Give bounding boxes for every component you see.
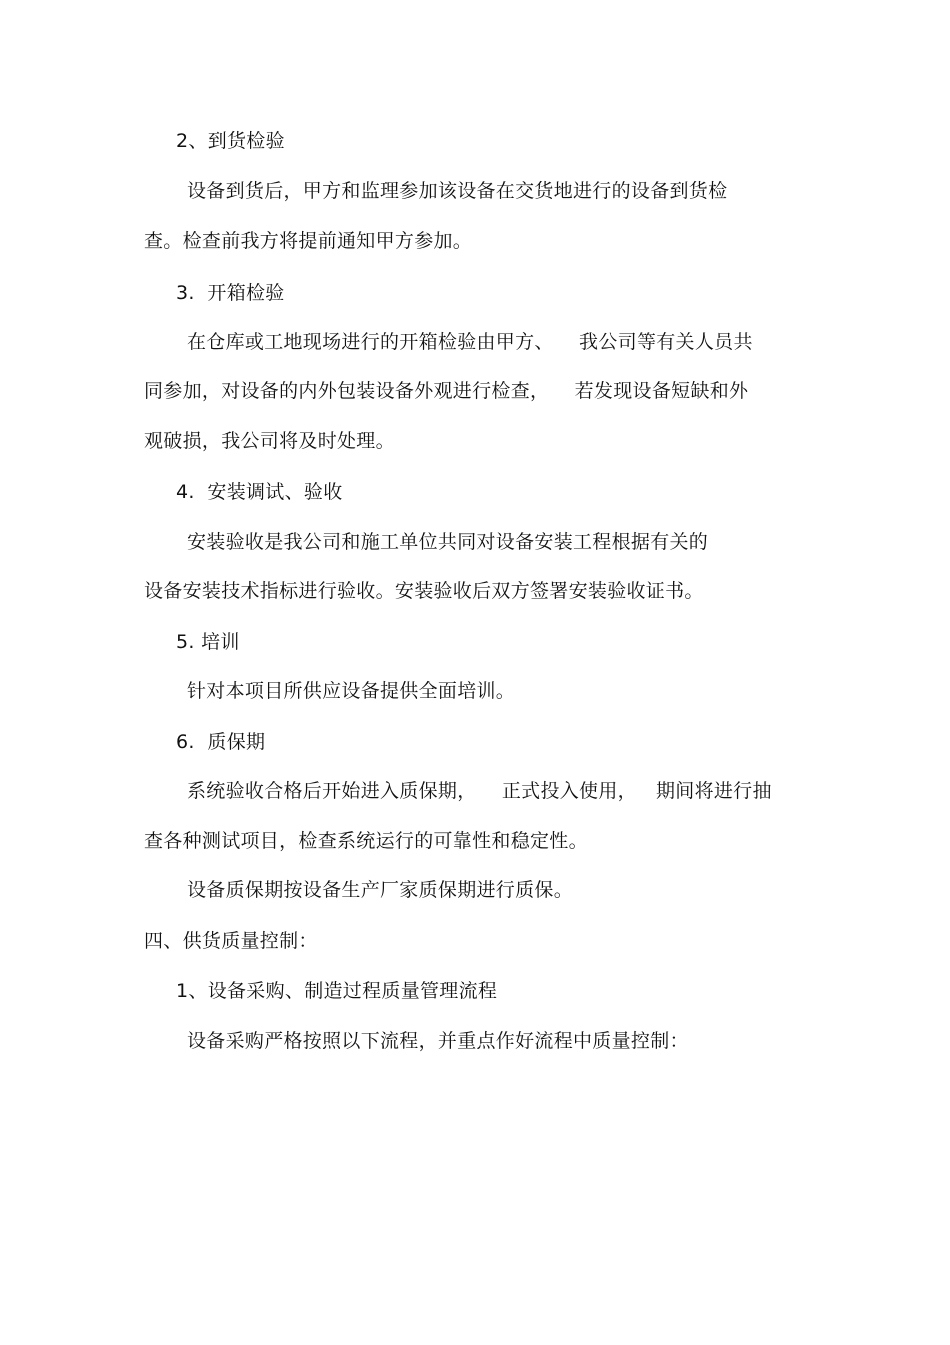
chapter-heading-supply-quality-control: 四、供货质量控制： <box>144 930 318 952</box>
paragraph-line: 同参加，对设备的内外包装设备外观进行检查， 若发现设备短缺和外 <box>144 380 749 402</box>
paragraph-line: 设备安装技术指标进行验收。安装验收后双方签署安装验收证书。 <box>144 580 704 602</box>
section-heading-installation-acceptance: 4. 安装调试、验收 <box>176 481 343 503</box>
paragraph-line: 设备采购严格按照以下流程，并重点作好流程中质量控制： <box>187 1030 689 1052</box>
section-heading-procurement-process: 1、设备采购、制造过程质量管理流程 <box>176 980 498 1002</box>
section-heading-training: 5. 培训 <box>176 631 240 653</box>
paragraph-line: 设备质保期按设备生产厂家质保期进行质保。 <box>187 879 574 901</box>
paragraph-line: 查各种测试项目，检查系统运行的可靠性和稳定性。 <box>144 830 588 852</box>
paragraph-line: 查。检查前我方将提前通知甲方参加。 <box>144 230 473 252</box>
section-heading-arrival-inspection: 2、到货检验 <box>176 130 285 152</box>
paragraph-line: 设备到货后，甲方和监理参加该设备在交货地进行的设备到货检 <box>187 180 728 202</box>
paragraph-line: 在仓库或工地现场进行的开箱检验由甲方、 我公司等有关人员共 <box>187 331 753 353</box>
paragraph-line: 系统验收合格后开始进入质保期， 正式投入使用， 期间将进行抽 <box>187 780 772 802</box>
section-heading-unboxing-inspection: 3. 开箱检验 <box>176 282 285 304</box>
paragraph-line: 安装验收是我公司和施工单位共同对设备安装工程根据有关的 <box>187 531 709 553</box>
paragraph-line: 观破损，我公司将及时处理。 <box>144 430 395 452</box>
section-heading-warranty: 6. 质保期 <box>176 731 266 753</box>
paragraph-line: 针对本项目所供应设备提供全面培训。 <box>187 680 516 702</box>
